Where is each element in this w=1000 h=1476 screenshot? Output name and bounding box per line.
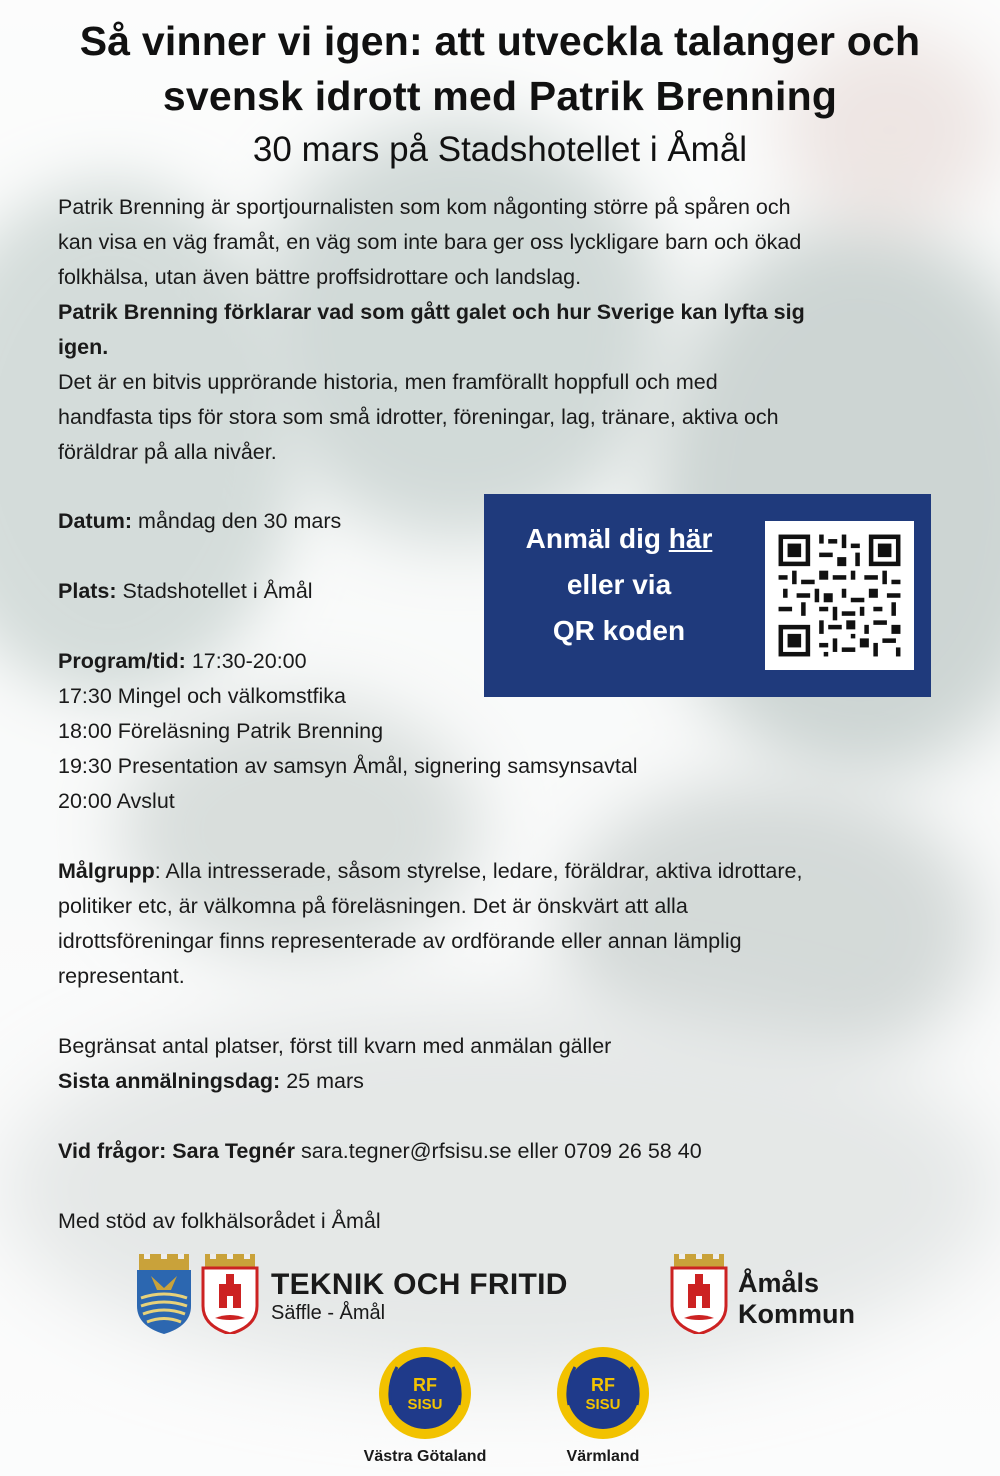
rf-text: RF xyxy=(591,1375,615,1395)
target-line: politiker etc, är välkomna på föreläsningen. Det är önskvärt att alla xyxy=(58,894,688,918)
program-label: Program/tid: xyxy=(58,649,186,673)
place-label: Plats: xyxy=(58,579,117,603)
rf-sisu-emblem-icon xyxy=(555,1345,651,1441)
target-section xyxy=(58,854,802,994)
signup-prefix: Anmäl dig xyxy=(525,523,669,554)
teknik-logo-subtitle: Säffle - Åmål xyxy=(271,1302,386,1324)
saffle-crest-icon xyxy=(135,1254,193,1334)
kommun-line: Kommun xyxy=(738,1299,855,1329)
program-item: 19:30 Presentation av samsyn Åmål, signering samsynsavtal xyxy=(58,754,638,778)
program-item: 18:00 Föreläsning Patrik Brenning xyxy=(58,719,384,743)
target-label: Målgrupp xyxy=(58,859,155,883)
questions-line xyxy=(58,1134,702,1169)
sisu-vg-label: Västra Götaland xyxy=(363,1448,487,1465)
program-item: 17:30 Mingel och välkomstfika xyxy=(58,684,347,708)
rf-text: RF xyxy=(413,1375,437,1395)
qr-code-icon[interactable] xyxy=(765,521,914,670)
signup-line: eller via xyxy=(566,569,672,600)
intro-line: Det är en bitvis upprörande historia, men framförallt hoppfull och med xyxy=(58,370,718,394)
sisu-text: SISU xyxy=(407,1396,443,1413)
target-line: : Alla intresserade, såsom styrelse, ledare, föräldrar, aktiva idrottare, xyxy=(154,859,803,883)
rf-sisu-emblem-icon xyxy=(377,1345,473,1441)
intro-bold-line: igen. xyxy=(58,335,109,359)
deadline-label: Sista anmälningsdag: xyxy=(58,1069,281,1093)
signup-line: QR koden xyxy=(552,615,686,646)
date-label: Datum: xyxy=(58,509,133,533)
intro-line: kan visa en väg framåt, en väg som inte bara ger oss lyckligare barn och ökad xyxy=(58,230,802,254)
contact-info[interactable]: sara.tegner@rfsisu.se eller 0709 26 58 40 xyxy=(300,1139,702,1163)
place-value: Stadshotellet i Åmål xyxy=(122,579,313,603)
signup-box xyxy=(484,494,931,697)
limited-section xyxy=(58,1029,611,1099)
signup-text xyxy=(484,516,754,654)
program-time: 17:30-20:00 xyxy=(191,649,307,673)
qr-code-graphic xyxy=(765,521,914,670)
program-item: 20:00 Avslut xyxy=(58,789,175,813)
intro-text xyxy=(58,190,805,470)
deadline-value: 25 mars xyxy=(286,1069,364,1093)
questions-label: Vid frågor: Sara Tegnér xyxy=(58,1139,295,1163)
kommun-line: Åmåls xyxy=(738,1268,820,1298)
intro-line: Patrik Brenning är sportjournalisten som kom någonting större på spåren och xyxy=(58,195,791,219)
teknik-logo-title: TEKNIK OCH FRITID xyxy=(271,1268,568,1301)
intro-line: folkhälsa, utan även bättre proffsidrottare och landslag. xyxy=(58,265,582,289)
target-line: idrottsföreningar finns representerade av ordförande eller annan lämplig xyxy=(58,929,742,953)
intro-line: handfasta tips för stora som små idrotter, föreningar, lag, tränare, aktiva och xyxy=(58,405,779,429)
intro-bold-line: Patrik Brenning förklarar vad som gått galet och hur Sverige kan lyfta sig xyxy=(58,300,805,324)
amal-kommun-logo xyxy=(738,1268,855,1330)
date-line xyxy=(58,504,341,539)
sisu-text: SISU xyxy=(585,1396,621,1413)
sisu-varmland-label: Värmland xyxy=(566,1448,640,1465)
date-value: måndag den 30 mars xyxy=(138,509,342,533)
page-title: Så vinner vi igen: att utveckla talanger och svensk idrott med Patrik Brenning xyxy=(79,18,921,119)
target-line: representant. xyxy=(58,964,185,988)
signup-link[interactable]: här xyxy=(668,523,713,554)
place-line xyxy=(58,574,313,609)
support-line: Med stöd av folkhälsorådet i Åmål xyxy=(58,1209,381,1233)
amal-kommun-crest-icon xyxy=(670,1254,728,1334)
amal-crest-icon xyxy=(201,1254,259,1334)
limited-note: Begränsat antal platser, först till kvarn med anmälan gäller xyxy=(58,1034,612,1058)
intro-line: föräldrar på alla nivåer. xyxy=(58,440,277,464)
page-subtitle: 30 mars på Stadshotellet i Åmål xyxy=(252,130,748,169)
